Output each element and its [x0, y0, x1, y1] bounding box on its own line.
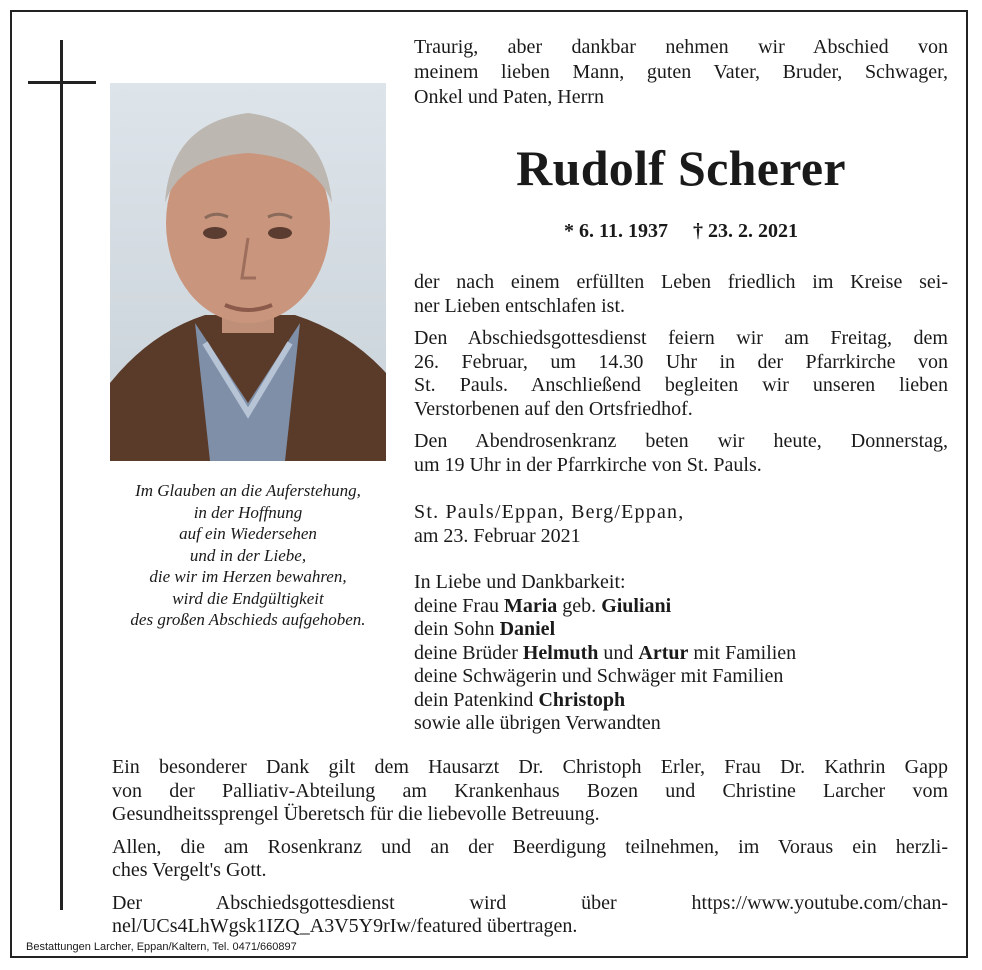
intro-line: Traurig, aber dankbar nehmen wir Abschied von [414, 36, 948, 58]
life-dates [414, 218, 948, 244]
verse-line: des großen Abschieds aufgehoben. [130, 610, 366, 629]
thanks-line: Der Abschiedsgottesdienst wird über https://www.youtube.com/chan- [112, 891, 948, 914]
mourner-text: geb. [557, 594, 602, 617]
thanks-line: Allen, die am Rosenkranz und an der Beerdigung teilnehmen, im Voraus ein herzli- [112, 835, 948, 858]
mourner-line [414, 642, 948, 666]
intro-line: meinem lieben Mann, guten Vater, Bruder, Schwager, [414, 61, 948, 83]
deceased-name: Rudolf Scherer [516, 140, 846, 196]
intro-line: Onkel und Paten, Herrn [414, 86, 604, 108]
body-line: Den Abschiedsgottesdienst feiern wir am Freitag, dem [414, 327, 948, 349]
thanks-paragraph [112, 836, 948, 883]
mourner-text: deine Frau [414, 594, 504, 617]
mourner-line [414, 689, 948, 713]
thanks-line: ches Vergelt's Gott. [112, 859, 267, 881]
mourner-line [414, 595, 948, 619]
verse-line: auf ein Wiedersehen [179, 524, 317, 543]
body-line: der nach einem erfüllten Leben friedlich im Kreise sei- [414, 271, 948, 293]
body-line: Verstorbenen auf den Ortsfriedhof. [414, 397, 693, 420]
place-date [414, 500, 948, 548]
thanks-paragraph [112, 892, 948, 939]
death-date: † 23. 2. 2021 [692, 220, 798, 242]
mourner-text: mit Familien [688, 641, 797, 664]
mourner-name: Giuliani [601, 594, 672, 617]
body-line: St. Pauls. Anschließend begleiten wir unseren lieben [414, 374, 948, 396]
announcement-body [414, 271, 948, 486]
body-paragraph [414, 430, 948, 477]
intro-text [414, 35, 948, 110]
mourner-text: deine Brüder [414, 641, 523, 664]
verse-line: Im Glauben an die Auferstehung, [135, 481, 361, 500]
mourner-name: Helmuth [522, 641, 599, 664]
mourner-text: und [598, 641, 639, 664]
cross-icon [60, 40, 63, 910]
mourner-text: dein Sohn [414, 618, 500, 640]
thanks-paragraph [112, 756, 948, 827]
thanks-line: Ein besonderer Dank gilt dem Hausarzt Dr. Christoph Erler, Frau Dr. Kathrin Gapp [112, 756, 948, 778]
body-line: um 19 Uhr in der Pfarrkirche von St. Pauls. [414, 453, 762, 476]
mourner-text: dein Patenkind [414, 688, 539, 711]
funeral-home-footer: Bestattungen Larcher, Eppan/Kaltern, Tel. 0471/660897 [26, 941, 297, 953]
body-line: 26. Februar, um 14.30 Uhr in der Pfarrkirche von [414, 350, 948, 373]
thanks-line: nel/UCs4LhWgsk1IZQ_A3V5Y9rIw/featured übertragen. [112, 915, 578, 937]
thanks-line: Gesundheitssprengel Überetsch für die liebevolle Betreuung. [112, 803, 600, 825]
verse-line: und in der Liebe, [189, 545, 307, 565]
body-paragraph [414, 327, 948, 421]
body-line: Den Abendrosenkranz beten wir heute, Donnerstag, [414, 430, 948, 452]
portrait-photo [110, 83, 386, 461]
mourner-name: Christoph [538, 688, 626, 711]
body-line: ner Lieben entschlafen ist. [414, 294, 626, 317]
mourner-line: deine Schwägerin und Schwäger mit Familien [414, 665, 784, 687]
verse-line: die wir im Herzen bewahren, [149, 567, 347, 586]
mourner-line [414, 618, 948, 642]
mourners-intro: In Liebe und Dankbarkeit: [414, 571, 626, 593]
verse-line: wird die Endgültigkeit [172, 588, 324, 608]
thanks-line: von der Palliativ-Abteilung am Krankenhaus Bozen und Christine Larcher vom [112, 779, 948, 802]
birth-date: * 6. 11. 1937 [564, 220, 668, 242]
mourner-name: Artur [638, 641, 689, 664]
date-line: am 23. Februar 2021 [414, 525, 581, 547]
mourner-name: Daniel [499, 618, 556, 640]
cross-icon-bar [28, 81, 96, 84]
mourner-line: sowie alle übrigen Verwandten [414, 712, 661, 734]
verse [103, 480, 393, 631]
mourner-name: Maria [503, 594, 558, 617]
place-line: St. Pauls/Eppan, Berg/Eppan, [414, 501, 685, 523]
thanks-section [112, 756, 948, 948]
mourners-list [414, 571, 948, 736]
verse-line: in der Hoffnung [193, 502, 303, 522]
body-paragraph [414, 271, 948, 318]
